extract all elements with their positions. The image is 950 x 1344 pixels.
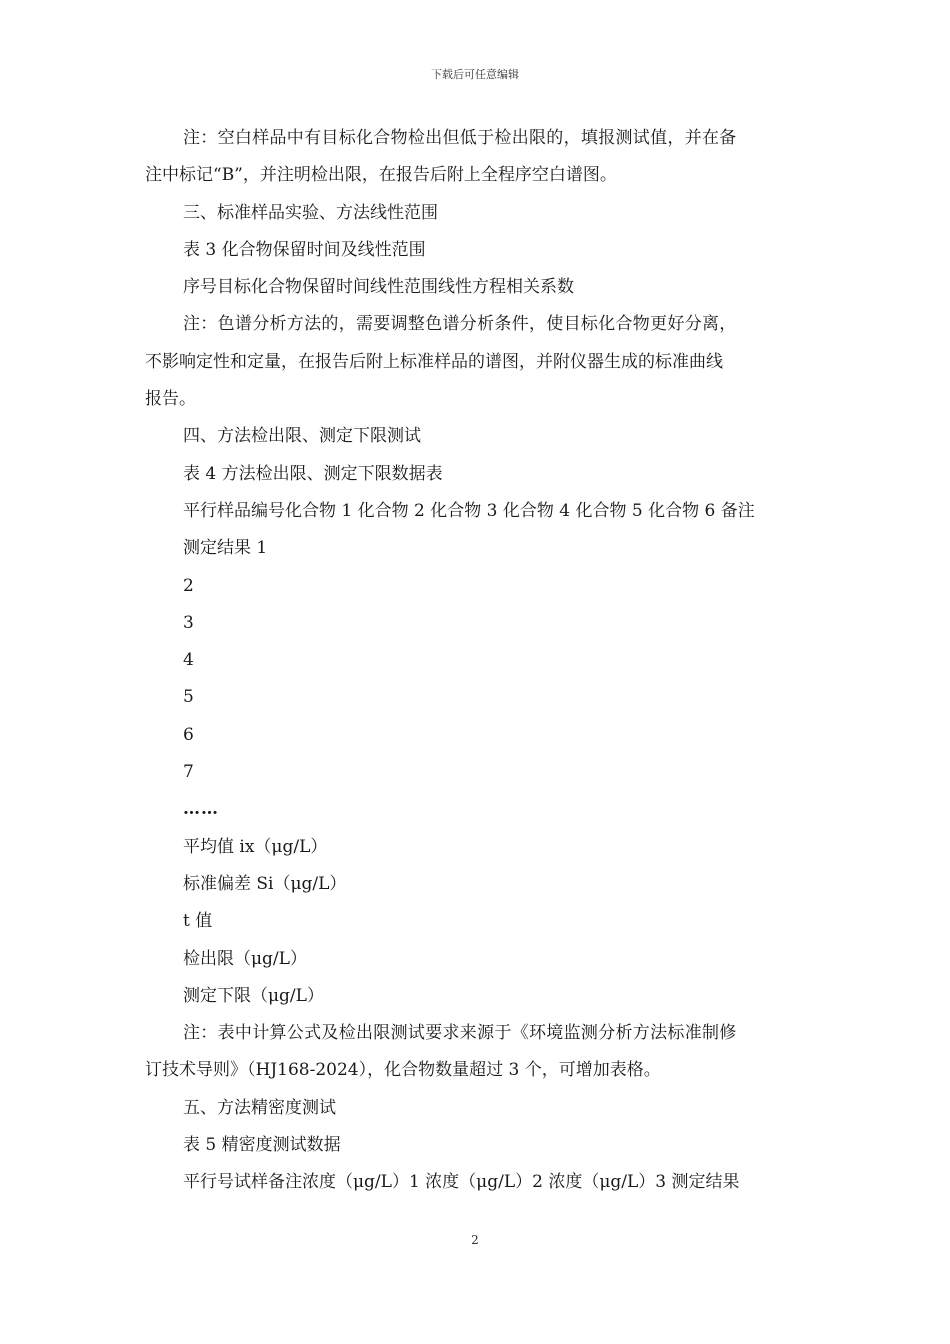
table-row-label: 4 — [183, 650, 194, 671]
table-row-label: 平均值 ix（μg/L） — [183, 836, 328, 857]
table-caption: 表 4 方法检出限、测定下限数据表 — [183, 463, 443, 484]
table-row-label: t 值 — [183, 911, 213, 932]
paragraph-line: 注中标记“B”，并注明检出限，在报告后附上全程序空白谱图。 — [145, 165, 617, 186]
table-header-row: 平行号试样备注浓度（μg/L）1 浓度（μg/L）2 浓度（μg/L）3 测定结果 — [183, 1172, 740, 1193]
table-row-label: 3 — [183, 612, 194, 633]
table-header-row: 平行样品编号化合物 1 化合物 2 化合物 3 化合物 4 化合物 5 化合物 6 备注 — [183, 500, 755, 521]
paragraph-line: 不影响定性和定量，在报告后附上标准样品的谱图，并附仪器生成的标准曲线 — [145, 351, 723, 372]
page-header: 下载后可任意编辑 — [431, 68, 519, 81]
table-row-ellipsis: …… — [183, 799, 219, 820]
table-row-label: 7 — [183, 762, 194, 783]
table-row-label: 5 — [183, 687, 194, 708]
section-heading: 四、方法检出限、测定下限测试 — [183, 426, 421, 447]
table-row-label: 检出限（μg/L） — [183, 948, 307, 969]
page-number: 2 — [471, 1233, 479, 1247]
table-row-label: 6 — [183, 724, 194, 745]
table-caption: 表 3 化合物保留时间及线性范围 — [183, 239, 426, 260]
paragraph-line: 订技术导则》（HJ168-2024），化合物数量超过 3 个，可增加表格。 — [145, 1060, 661, 1081]
document-body — [145, 120, 810, 1202]
paragraph-line: 注：表中计算公式及检出限测试要求来源于《环境监测分析方法标准制修 — [183, 1023, 737, 1044]
section-heading: 三、标准样品实验、方法线性范围 — [183, 202, 438, 223]
paragraph-line: 报告。 — [145, 389, 196, 410]
table-row-label: 标准偏差 Si（μg/L） — [183, 873, 347, 894]
table-row-label: 测定结果 1 — [183, 538, 268, 559]
table-caption: 表 5 精密度测试数据 — [183, 1135, 341, 1156]
table-header-row: 序号目标化合物保留时间线性范围线性方程相关系数 — [183, 277, 574, 298]
paragraph-line: 注：空白样品中有目标化合物检出但低于检出限的，填报测试值，并在备 — [183, 128, 737, 148]
table-row-label: 2 — [183, 575, 194, 596]
table-row-label: 测定下限（μg/L） — [183, 985, 324, 1006]
section-heading: 五、方法精密度测试 — [183, 1097, 336, 1118]
paragraph-line: 注：色谱分析方法的，需要调整色谱分析条件，使目标化合物更好分离， — [183, 314, 737, 335]
